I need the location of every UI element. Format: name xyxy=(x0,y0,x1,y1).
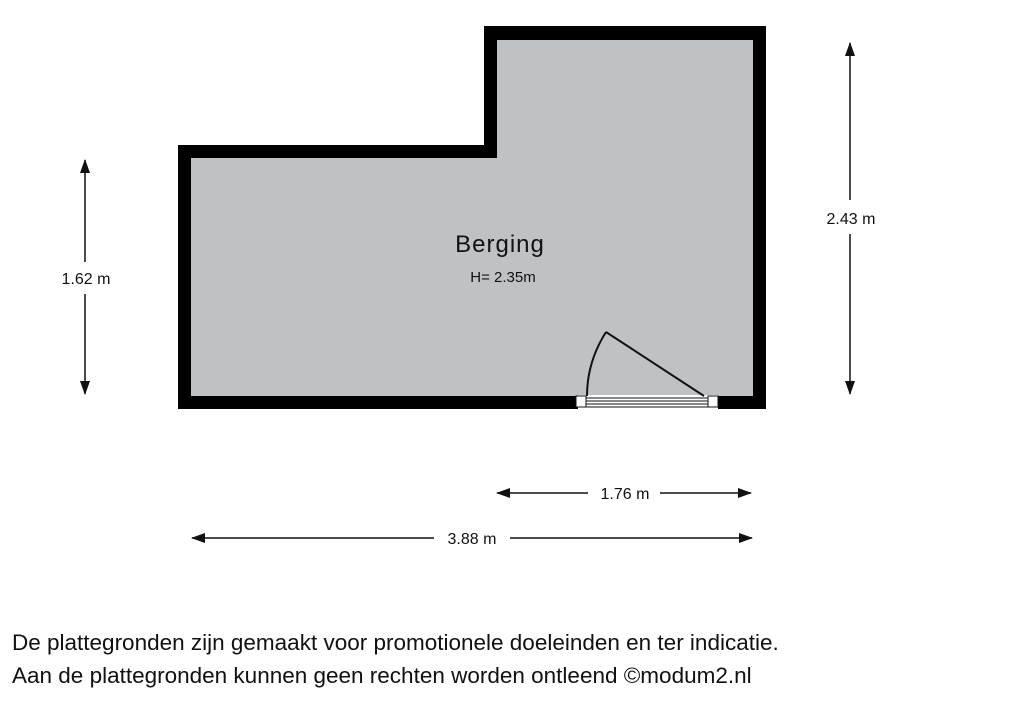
dimension-total-width xyxy=(192,531,752,548)
dimension-total-width-label: 3.88 m xyxy=(447,531,497,548)
dimension-door-width xyxy=(497,486,751,503)
room-floor xyxy=(191,40,753,396)
dimension-left-height-label: 1.62 m xyxy=(61,271,111,288)
disclaimer xyxy=(12,626,1012,692)
dimension-door-width-label: 1.76 m xyxy=(600,486,650,503)
dimension-right-height xyxy=(827,43,876,394)
room-name: Berging xyxy=(455,231,545,258)
dimension-right-height-label: 2.43 m xyxy=(826,211,876,228)
disclaimer-line-2: Aan de plattegronden kunnen geen rechten worden ontleend ©modum2.nl xyxy=(12,663,752,688)
room-height: H= 2.35m xyxy=(470,269,536,286)
disclaimer-line-1: De plattegronden zijn gemaakt voor promotionele doeleinden en ter indicatie. xyxy=(12,630,779,655)
dimension-left-height xyxy=(62,160,111,394)
